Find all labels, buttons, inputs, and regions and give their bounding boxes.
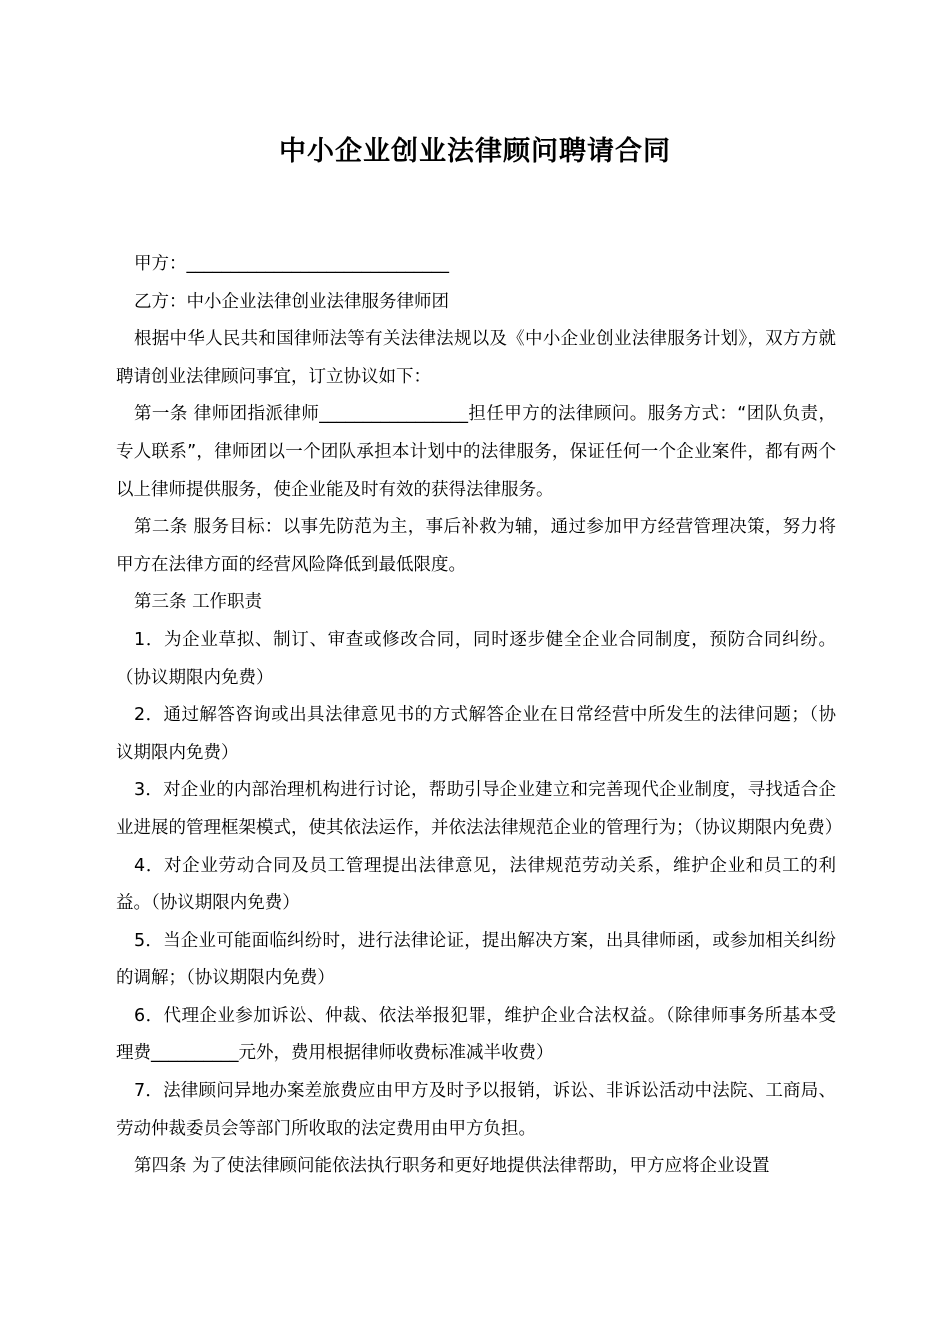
article-2-paragraph: 第二条 服务目标：以事先防范为主，事后补救为辅，通过参加甲方经营管理决策，努力将甲方在法律方面的经营风险降低到最低限度。 [116,517,836,575]
party-a-line: 甲方：______________________________ [134,254,449,274]
document-body [116,246,843,1186]
article-3-heading: 第三条 工作职责 [134,592,263,613]
duty-item-1: 1．为企业草拟、制订、审查或修改合同，同时逐步健全企业合同制度，预防合同纠纷。（协议期限内免费） [116,629,836,688]
article-4-paragraph: 第四条 为了使法律顾问能依法执行职务和更好地提供法律帮助，甲方应将企业设置 [134,1156,770,1177]
article-1-paragraph: 第一条 律师团指派律师_________________担任甲方的法律顾问。服务方式：“团队负责，专人联系”，律师团以一个团队承担本计划中的法律服务，保证任何一个企业案件，都有两个以上律师提供服务，使企业能及时有效的获得法律服务。 [116,404,836,500]
duty-item-2: 2．通过解答咨询或出具法律意见书的方式解答企业在日常经营中所发生的法律问题；（协议期限内免费） [116,705,836,763]
duty-item-3: 3．对企业的内部治理机构进行讨论，帮助引导企业建立和完善现代企业制度，寻找适合企业进展的管理框架模式，使其依法运作，并依法法律规范企业的管理行为；（协议期限内免费） [116,780,843,838]
duty-item-5: 5．当企业可能面临纠纷时，进行法律论证，提出解决方案，出具律师函，或参加相关纠纷的调解；（协议期限内免费） [116,930,836,989]
party-b-line: 乙方：中小企业法律创业法律服务律师团 [134,291,449,312]
duty-item-4: 4．对企业劳动合同及员工管理提出法律意见，法律规范劳动关系，维护企业和员工的利益。（协议期限内免费） [116,855,836,914]
document-title: 中小企业创业法律顾问聘请合同 [279,136,671,167]
preamble-paragraph: 根据中华人民共和国律师法等有关法律法规以及《中小企业创业法律服务计划》，双方方就聘请创业法律顾问事宜，订立协议如下： [116,329,836,387]
duty-item-6: 6．代理企业参加诉讼、仲裁、依法举报犯罪，维护企业合法权益。（除律师事务所基本受理费__________元外，费用根据律师收费标准减半收费） [116,1005,836,1064]
duty-item-7: 7．法律顾问异地办案差旅费应由甲方及时予以报销，诉讼、非诉讼活动中法院、工商局、劳动仲裁委员会等部门所收取的法定费用由甲方负担。 [116,1081,836,1139]
